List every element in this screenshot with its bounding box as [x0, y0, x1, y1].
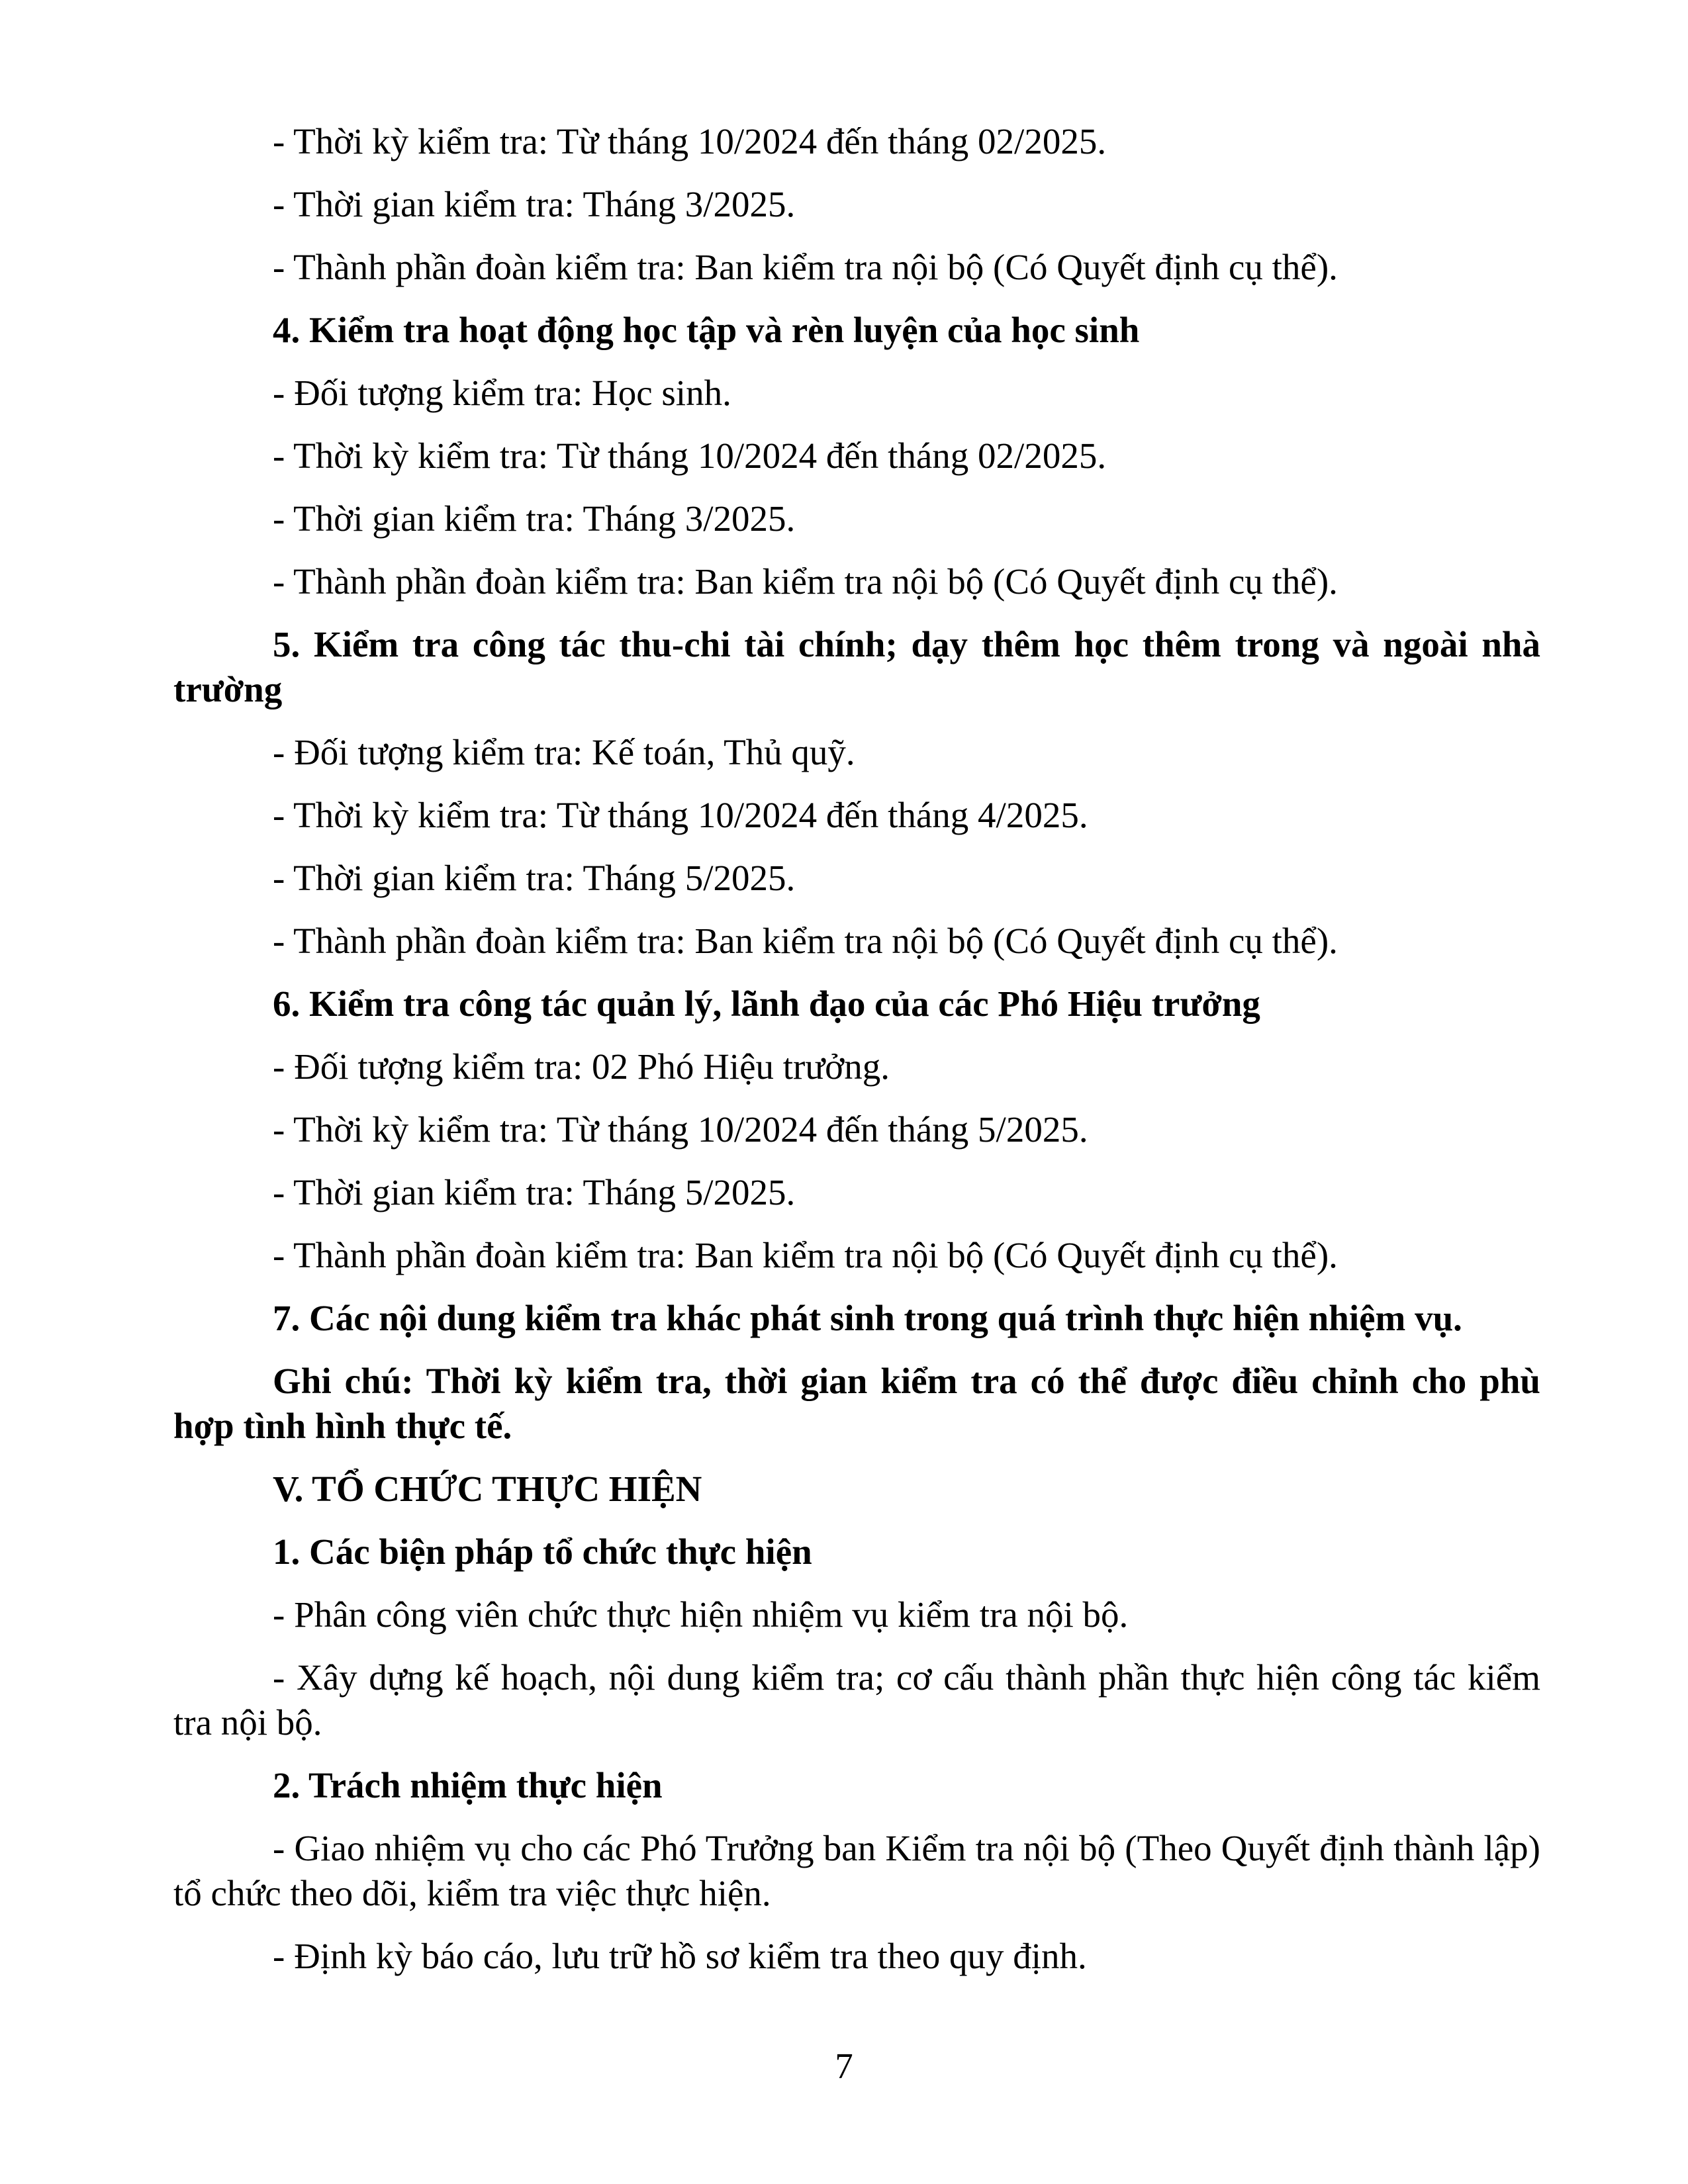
- item6-subject: - Đối tượng kiểm tra: 02 Phó Hiệu trưởng.: [273, 1046, 890, 1087]
- sub2-heading: 2. Trách nhiệm thực hiện: [273, 1765, 663, 1805]
- item4-subject: - Đối tượng kiểm tra: Học sinh.: [273, 373, 731, 413]
- item6-time: - Thời gian kiểm tra: Tháng 5/2025.: [273, 1172, 796, 1212]
- item4-heading: 4. Kiểm tra hoạt động học tập và rèn luyện của học sinh: [273, 310, 1140, 350]
- item6-heading: 6. Kiểm tra công tác quản lý, lãnh đạo của các Phó Hiệu trưởng: [273, 983, 1260, 1024]
- item3-time: - Thời gian kiểm tra: Tháng 3/2025.: [273, 184, 796, 224]
- item4-team: - Thành phần đoàn kiểm tra: Ban kiểm tra nội bộ (Có Quyết định cụ thể).: [273, 561, 1338, 602]
- item3-period: - Thời kỳ kiểm tra: Từ tháng 10/2024 đến tháng 02/2025.: [273, 121, 1107, 161]
- note: Ghi chú: Thời kỳ kiểm tra, thời gian kiểm tra có thể được điều chỉnh cho phù hợp tình hình thực tế.: [173, 1361, 1540, 1446]
- document-page: [173, 119, 1540, 1997]
- sub1-point2: - Xây dựng kế hoạch, nội dung kiểm tra; cơ cấu thành phần thực hiện công tác kiểm tra nội bộ.: [173, 1657, 1540, 1743]
- item4-period: - Thời kỳ kiểm tra: Từ tháng 10/2024 đến tháng 02/2025.: [273, 435, 1107, 476]
- item5-heading: 5. Kiểm tra công tác thu-chi tài chính; dạy thêm học thêm trong và ngoài nhà trường: [173, 624, 1540, 709]
- item6-period: - Thời kỳ kiểm tra: Từ tháng 10/2024 đến tháng 5/2025.: [273, 1109, 1088, 1150]
- sub1-heading: 1. Các biện pháp tổ chức thực hiện: [273, 1531, 812, 1572]
- sub2-point1: - Giao nhiệm vụ cho các Phó Trưởng ban Kiểm tra nội bộ (Theo Quyết định thành lập) tổ chức theo dõi, kiểm tra việc thực hiện.: [173, 1828, 1540, 1913]
- item5-period: - Thời kỳ kiểm tra: Từ tháng 10/2024 đến tháng 4/2025.: [273, 795, 1088, 835]
- item5-team: - Thành phần đoàn kiểm tra: Ban kiểm tra nội bộ (Có Quyết định cụ thể).: [273, 921, 1338, 961]
- item5-subject: - Đối tượng kiểm tra: Kế toán, Thủ quỹ.: [273, 732, 855, 772]
- section5-heading: V. TỔ CHỨC THỰC HIỆN: [273, 1469, 702, 1509]
- sub1-point1: - Phân công viên chức thực hiện nhiệm vụ kiểm tra nội bộ.: [273, 1594, 1129, 1635]
- item6-team: - Thành phần đoàn kiểm tra: Ban kiểm tra nội bộ (Có Quyết định cụ thể).: [273, 1235, 1338, 1275]
- item4-time: - Thời gian kiểm tra: Tháng 3/2025.: [273, 498, 796, 539]
- sub2-point2: - Định kỳ báo cáo, lưu trữ hồ sơ kiểm tra theo quy định.: [273, 1936, 1087, 1976]
- item3-team: - Thành phần đoàn kiểm tra: Ban kiểm tra nội bộ (Có Quyết định cụ thể).: [273, 247, 1338, 287]
- page-number: 7: [835, 2046, 853, 2086]
- item7-heading: 7. Các nội dung kiểm tra khác phát sinh trong quá trình thực hiện nhiệm vụ.: [273, 1298, 1462, 1338]
- item5-time: - Thời gian kiểm tra: Tháng 5/2025.: [273, 858, 796, 898]
